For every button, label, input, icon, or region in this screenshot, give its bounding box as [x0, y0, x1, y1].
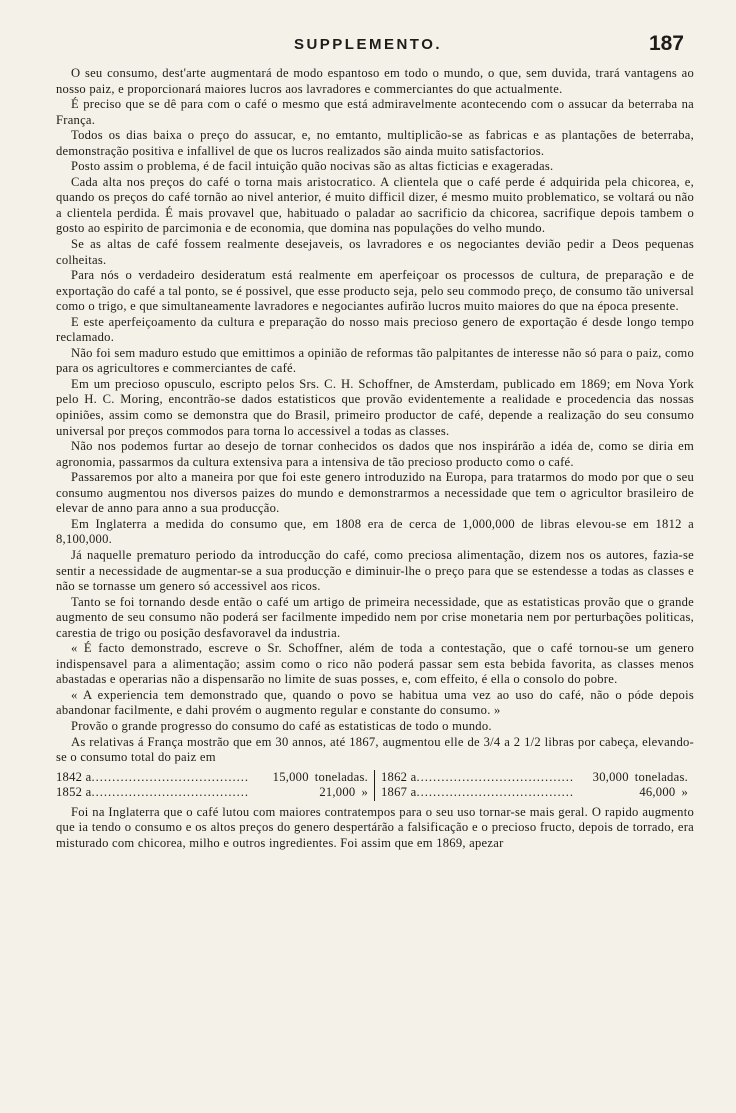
paragraph: Todos os dias baixa o preço do assucar, e, no emtanto, multiplicão-se as fabricas e as plantações de beterraba, demonstração positiva e infallivel de que os lucros realizados são ainda muito satisfactorios.	[56, 128, 694, 158]
stats-year: 1862 a	[381, 769, 417, 784]
consumption-stats-table	[56, 770, 694, 801]
paragraph: Não foi sem maduro estudo que emittimos a opinião de reformas tão palpitantes de interesse não só para o paiz, como para os agricultores e commerciantes de café.	[56, 345, 694, 376]
paragraph: É preciso que se dê para com o café o mesmo que está admiravelmente acontecendo com o assucar da beterraba na França.	[56, 97, 694, 127]
paragraph: Cada alta nos preços do café o torna mais aristocratico. A clientela que o café perde é adquirida pela chicorea, e, quando os preços do café tornão ao nivel anterior, é muito difficil dizer, é mesmo muito problematico, se voltará ou não a clientela perdida. É mais provavel que, habituado o paladar ao sacrificio da chicorea, sacrifique depois tambem o gosto ao espirito de parcimonia e de economia, que domina nas populações do velho mundo.	[56, 174, 694, 236]
paragraph: Já naquelle prematuro periodo da introducção do café, como preciosa alimentação, dizem nos os autores, fazia-se sentir a necessidade de augmentar-se a sua producção e diminuir-lhe o preço para que se estendesse a todas as classes e não se tornasse um genero só accessivel aos ricos.	[56, 547, 694, 594]
paragraph: Provão o grande progresso do consumo do café as estatisticas de todo o mundo.	[71, 718, 492, 733]
stats-value: 21,000	[319, 785, 356, 800]
page-header	[52, 32, 684, 58]
paragraph: Se as altas de café fossem realmente desejaveis, os lavradores e os negociantes devião pedir a Deos pequenas colheitas.	[56, 237, 694, 267]
leader-dots: ......................................	[416, 785, 575, 800]
stats-unit: toneladas.	[314, 769, 368, 784]
body-text	[56, 66, 694, 851]
stats-unit: »	[361, 785, 368, 800]
paragraph: E este aperfeiçoamento da cultura e preparação do nosso mais precioso genero de exportação é desde longo tempo reclamado.	[56, 314, 694, 345]
running-head: SUPPLEMENTO.	[293, 36, 443, 53]
paragraph: Em Inglaterra a medida do consumo que, em 1808 era de cerca de 1,000,000 de libras elevou-se em 1812 a 8,100,000.	[56, 516, 694, 547]
stats-value: 30,000	[592, 769, 629, 784]
stats-year: 1867 a	[381, 785, 417, 800]
paragraph: Posto assim o problema, é de facil intuição quão nocivas são as altas ficticias e exageradas.	[71, 159, 554, 174]
stats-row	[381, 785, 688, 801]
leader-dots: ......................................	[91, 785, 250, 800]
paragraph: Tanto se foi tornando desde então o café um artigo de primeira necessidade, que as estatisticas provão que o grande augmento de seu consumo não poderá ser facilmente impedido nem por crise monetaria nem por perturbações politicas, carestia de trigo ou posição desfavoravel da industria.	[56, 594, 694, 640]
stats-column-right	[375, 770, 694, 801]
paragraph: « É facto demonstrado, escreve o Sr. Schoffner, além de toda a contestação, que o café tornou-se um genero indispensavel para a alimentação; assim como o rico não poderá passar sem esta bebida favorita, as classes menos abastadas e operarias não a dispensarão no limite de suas posses, e, com effeito, é ella o consolo do pobre.	[56, 641, 694, 687]
leader-dots: ......................................	[416, 769, 575, 784]
paragraph: Não nos podemos furtar ao desejo de tornar conhecidos os dados que nos inspirárão a idéa de, como se diria em agronomia, passarmos da cultura extensiva para a intensiva de tão precioso producto como o café.	[56, 439, 694, 469]
stats-column-left	[56, 770, 375, 801]
stats-value: 15,000	[272, 769, 309, 784]
leader-dots: ......................................	[91, 769, 250, 784]
stats-year: 1842 a	[56, 769, 92, 784]
stats-unit: »	[681, 785, 688, 800]
stats-year: 1852 a	[56, 785, 92, 800]
paragraph: As relativas á França mostrão que em 30 annos, até 1867, augmentou elle de 3/4 a 2 1/2 libras por cabeça, elevando-se o consumo total do paiz em	[56, 734, 694, 765]
paragraph: Em um precioso opusculo, escripto pelos Srs. C. H. Schoffner, de Amsterdam, publicado em 1869; em Nova York pelo H. C. Moring, encontrão-se dados estatisticos que provão evidentemente a realidade e procedencia das nossas opiniões, assim como se demonstra que do Brasil, primeiro productor de café, depende a realização do seu consumo universal por preços commodos para torna lo accessivel a todas as classes.	[56, 376, 694, 438]
paragraph: Para nós o verdadeiro desideratum está realmente em aperfeiçoar os processos de cultura, de preparação e de exportação do café a tal ponto, se é possivel, que esse producto seja, pelo seu commodo preço, de consumo tão universal como o trigo, e que simultaneamente lavradores e negociantes aufirão lucros muito maiores do que na época presente.	[56, 268, 694, 314]
stats-row	[56, 770, 368, 786]
paragraph: Passaremos por alto a maneira por que foi este genero introduzido na Europa, para tratarmos do modo por que o seu consumo augmentou nos diversos paizes do mundo e demonstrarmos a necessidade que tem o agricultor brasileiro de elevar de anno para anno a sua producção.	[56, 470, 694, 516]
page-number: 187	[648, 32, 684, 55]
paragraph: O seu consumo, dest'arte augmentará de modo espantoso em todo o mundo, o que, sem duvida, trará vantagens ao nosso paiz, e proporcionará maiores lucros aos lavradores e commerciantes do que actualmente.	[56, 66, 694, 96]
stats-value: 46,000	[639, 785, 676, 800]
stats-row	[381, 770, 688, 786]
paragraph: « A experiencia tem demonstrado que, quando o povo se habitua uma vez ao uso do café, não o póde depois abandonar facilmente, e dahi provém o augmento regular e constante do consumo. »	[56, 687, 694, 718]
stats-unit: toneladas.	[634, 769, 688, 784]
paragraph: Foi na Inglaterra que o café lutou com maiores contratempos para o seu uso tornar-se mais geral. O rapido augmento que ia tendo o consumo e os altos preços do genero despertárão a falsificação e o precioso fructo, depois de torrado, era misturado com chicorea, milho e outros ingredientes. Foi assim que em 1869, apezar	[56, 804, 694, 850]
stats-row	[56, 785, 368, 801]
